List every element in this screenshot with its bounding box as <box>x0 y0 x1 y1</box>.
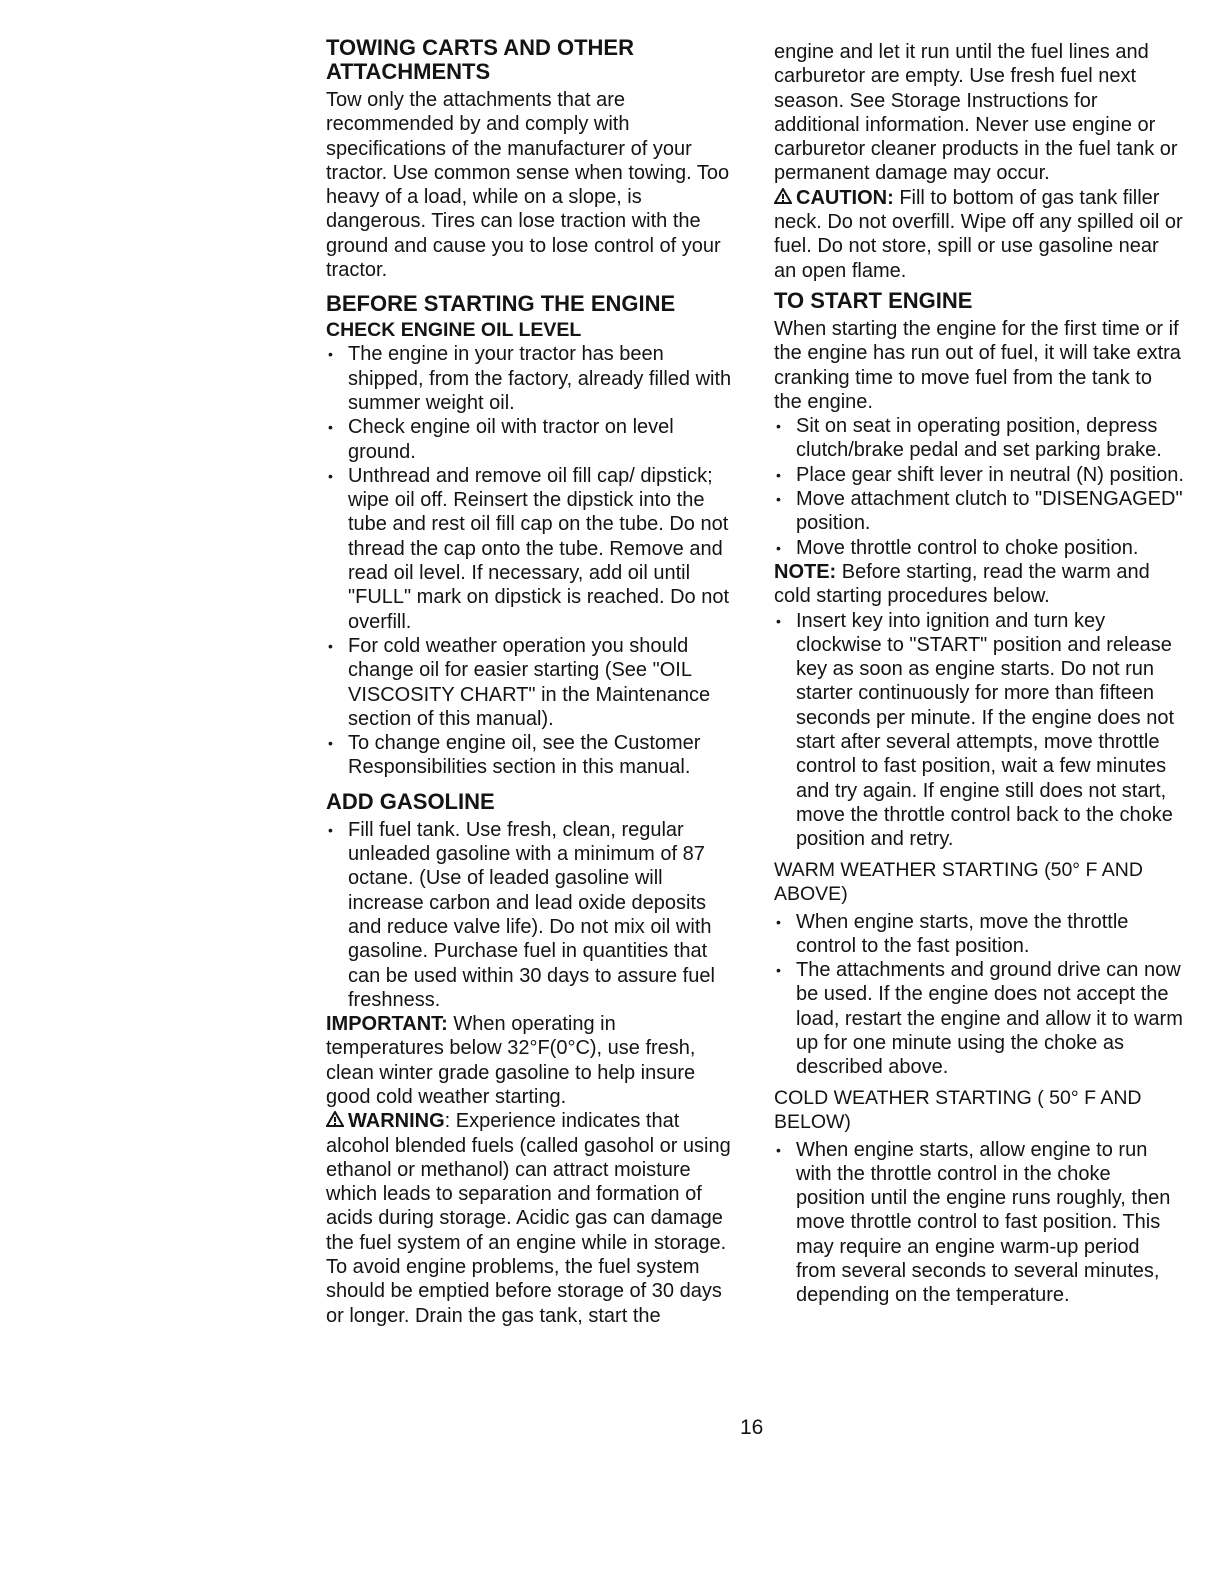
list-item: • For cold weather operation you should change oil for easier starting (See "OIL VISCOSITY CHART" in the Maintenance section of this manual). <box>326 634 734 731</box>
ignition-list <box>774 609 1184 852</box>
list-item: • The attachments and ground drive can now be used. If the engine does not accept the load, restart the engine and allow it to warm up for one minute using the choke as described above. <box>774 958 1184 1079</box>
important-paragraph <box>326 1012 734 1109</box>
warning-paragraph <box>326 1109 734 1328</box>
caution-text: Fill to bottom of gas tank filler neck. Do not overfill. Wipe off any spilled oil or fuel. Do not store, spill or use gasoline near an open flame. <box>774 186 1183 282</box>
list-item: • Sit on seat in operating position, depress clutch/brake pedal and set parking brake. <box>774 414 1184 463</box>
warning-triangle-icon <box>774 186 792 210</box>
check-oil-subheading: CHECK ENGINE OIL LEVEL <box>326 319 582 342</box>
before-starting-heading: BEFORE STARTING THE ENGINE <box>326 291 676 317</box>
important-text: When operating in temperatures below 32°F(0°C), use fresh, clean winter grade gasoline to help insure good cold weather starting. <box>326 1013 696 1108</box>
left-column <box>326 36 734 1328</box>
add-gasoline-heading: ADD GASOLINE <box>326 788 495 814</box>
list-item: • Insert key into ignition and turn key clockwise to "START" position and release key as soon as engine starts. Do not run starter continuously for more than fifteen seconds per minute. If the engine does not start after several attempts, move throttle control to fast position, wait a few minutes and try again. If engine still does not start, move the throttle control back to the choke position and retry. <box>774 609 1184 852</box>
list-item: • Move throttle control to choke position. <box>774 536 1184 560</box>
towing-heading: TOWING CARTS AND OTHER ATTACHMENTS <box>326 35 634 84</box>
note-text: Before starting, read the warm and cold starting procedures below. <box>774 560 1150 608</box>
list-item: • Place gear shift lever in neutral (N) position. <box>774 463 1184 487</box>
to-start-engine-heading: TO START ENGINE <box>774 287 973 313</box>
warm-weather-section <box>774 858 1184 1080</box>
cold-weather-heading: COLD WEATHER STARTING ( 50° F AND BELOW) <box>774 1086 1142 1133</box>
add-gasoline-section <box>326 790 734 1328</box>
before-starting-section <box>326 292 734 779</box>
towing-section <box>326 36 734 282</box>
list-item: • When engine starts, allow engine to run with the throttle control in the choke position until the engine runs roughly, then move throttle control to fast position. This may require an engine warm-up period from several seconds to several minutes, depending on the temperature. <box>774 1138 1184 1308</box>
list-item: • To change engine oil, see the Customer Responsibilities section in this manual. <box>326 731 734 780</box>
to-start-engine-section <box>774 289 1184 852</box>
oil-check-list <box>326 342 734 779</box>
important-label: IMPORTANT: <box>326 1013 448 1036</box>
warm-weather-list <box>774 910 1184 1080</box>
warning-label: WARNING <box>348 1110 445 1133</box>
warm-weather-heading: WARM WEATHER STARTING (50° F AND ABOVE) <box>774 858 1143 905</box>
cold-weather-section <box>774 1086 1184 1308</box>
gasoline-list <box>326 818 734 1012</box>
page-number: 16 <box>740 1416 764 1439</box>
cold-weather-list <box>774 1138 1184 1308</box>
list-item: • Unthread and remove oil fill cap/ dipstick; wipe oil off. Reinsert the dipstick into the tube and rest oil fill cap on the tube. Do not thread the cap onto the tube. Remove and read oil level. If necessary, add oil until "FULL" mark on dipstick is reached. Do not overfill. <box>326 464 734 634</box>
note-paragraph <box>774 560 1184 609</box>
caution-paragraph <box>774 186 1184 283</box>
warning-text: : Experience indicates that alcohol blended fuels (called gasohol or using ethanol or methanol) can attract moisture which leads to separation and formation of acids during storage. Acidic gas can damage the fuel system of an engine while in storage. To avoid engine problems, the fuel system should be emptied before storage of 30 days or longer. Drain the gas tank, start the <box>326 1110 731 1327</box>
right-column <box>774 36 1184 1308</box>
towing-text: Tow only the attachments that are recommended by and comply with specifications of the manufacturer of your tractor. Use common sense when towing. Too heavy of a load, while on a slope, is dangerous. Tires can lose traction with the ground and cause you to lose control of your tractor. <box>326 89 730 282</box>
list-item: • Check engine oil with tractor on level ground. <box>326 415 734 464</box>
note-label: NOTE: <box>774 560 837 583</box>
list-item: • When engine starts, move the throttle control to the fast position. <box>774 910 1184 959</box>
start-steps-list <box>774 414 1184 560</box>
list-item: • The engine in your tractor has been shipped, from the factory, already filled with summer weight oil. <box>326 342 734 415</box>
start-intro: When starting the engine for the first time or if the engine has run out of fuel, it will take extra cranking time to move fuel from the tank to the engine. <box>774 317 1181 413</box>
continued-text: engine and let it run until the fuel lines and carburetor are empty. Use fresh fuel next season. See Storage Instructions for additional information. Never use engine or carburetor cleaner products in the fuel tank or permanent damage may occur. <box>774 41 1178 185</box>
caution-label: CAUTION: <box>796 186 894 209</box>
warning-triangle-icon <box>326 1109 344 1133</box>
list-item: • Fill fuel tank. Use fresh, clean, regular unleaded gasoline with a minimum of 87 octane. (Use of leaded gasoline will increase carbon and lead oxide deposits and reduce valve life). Do not mix oil with gasoline. Purchase fuel in quantities that can be used within 30 days to assure fuel freshness. <box>326 818 734 1012</box>
list-item: • Move attachment clutch to "DISENGAGED" position. <box>774 487 1184 536</box>
